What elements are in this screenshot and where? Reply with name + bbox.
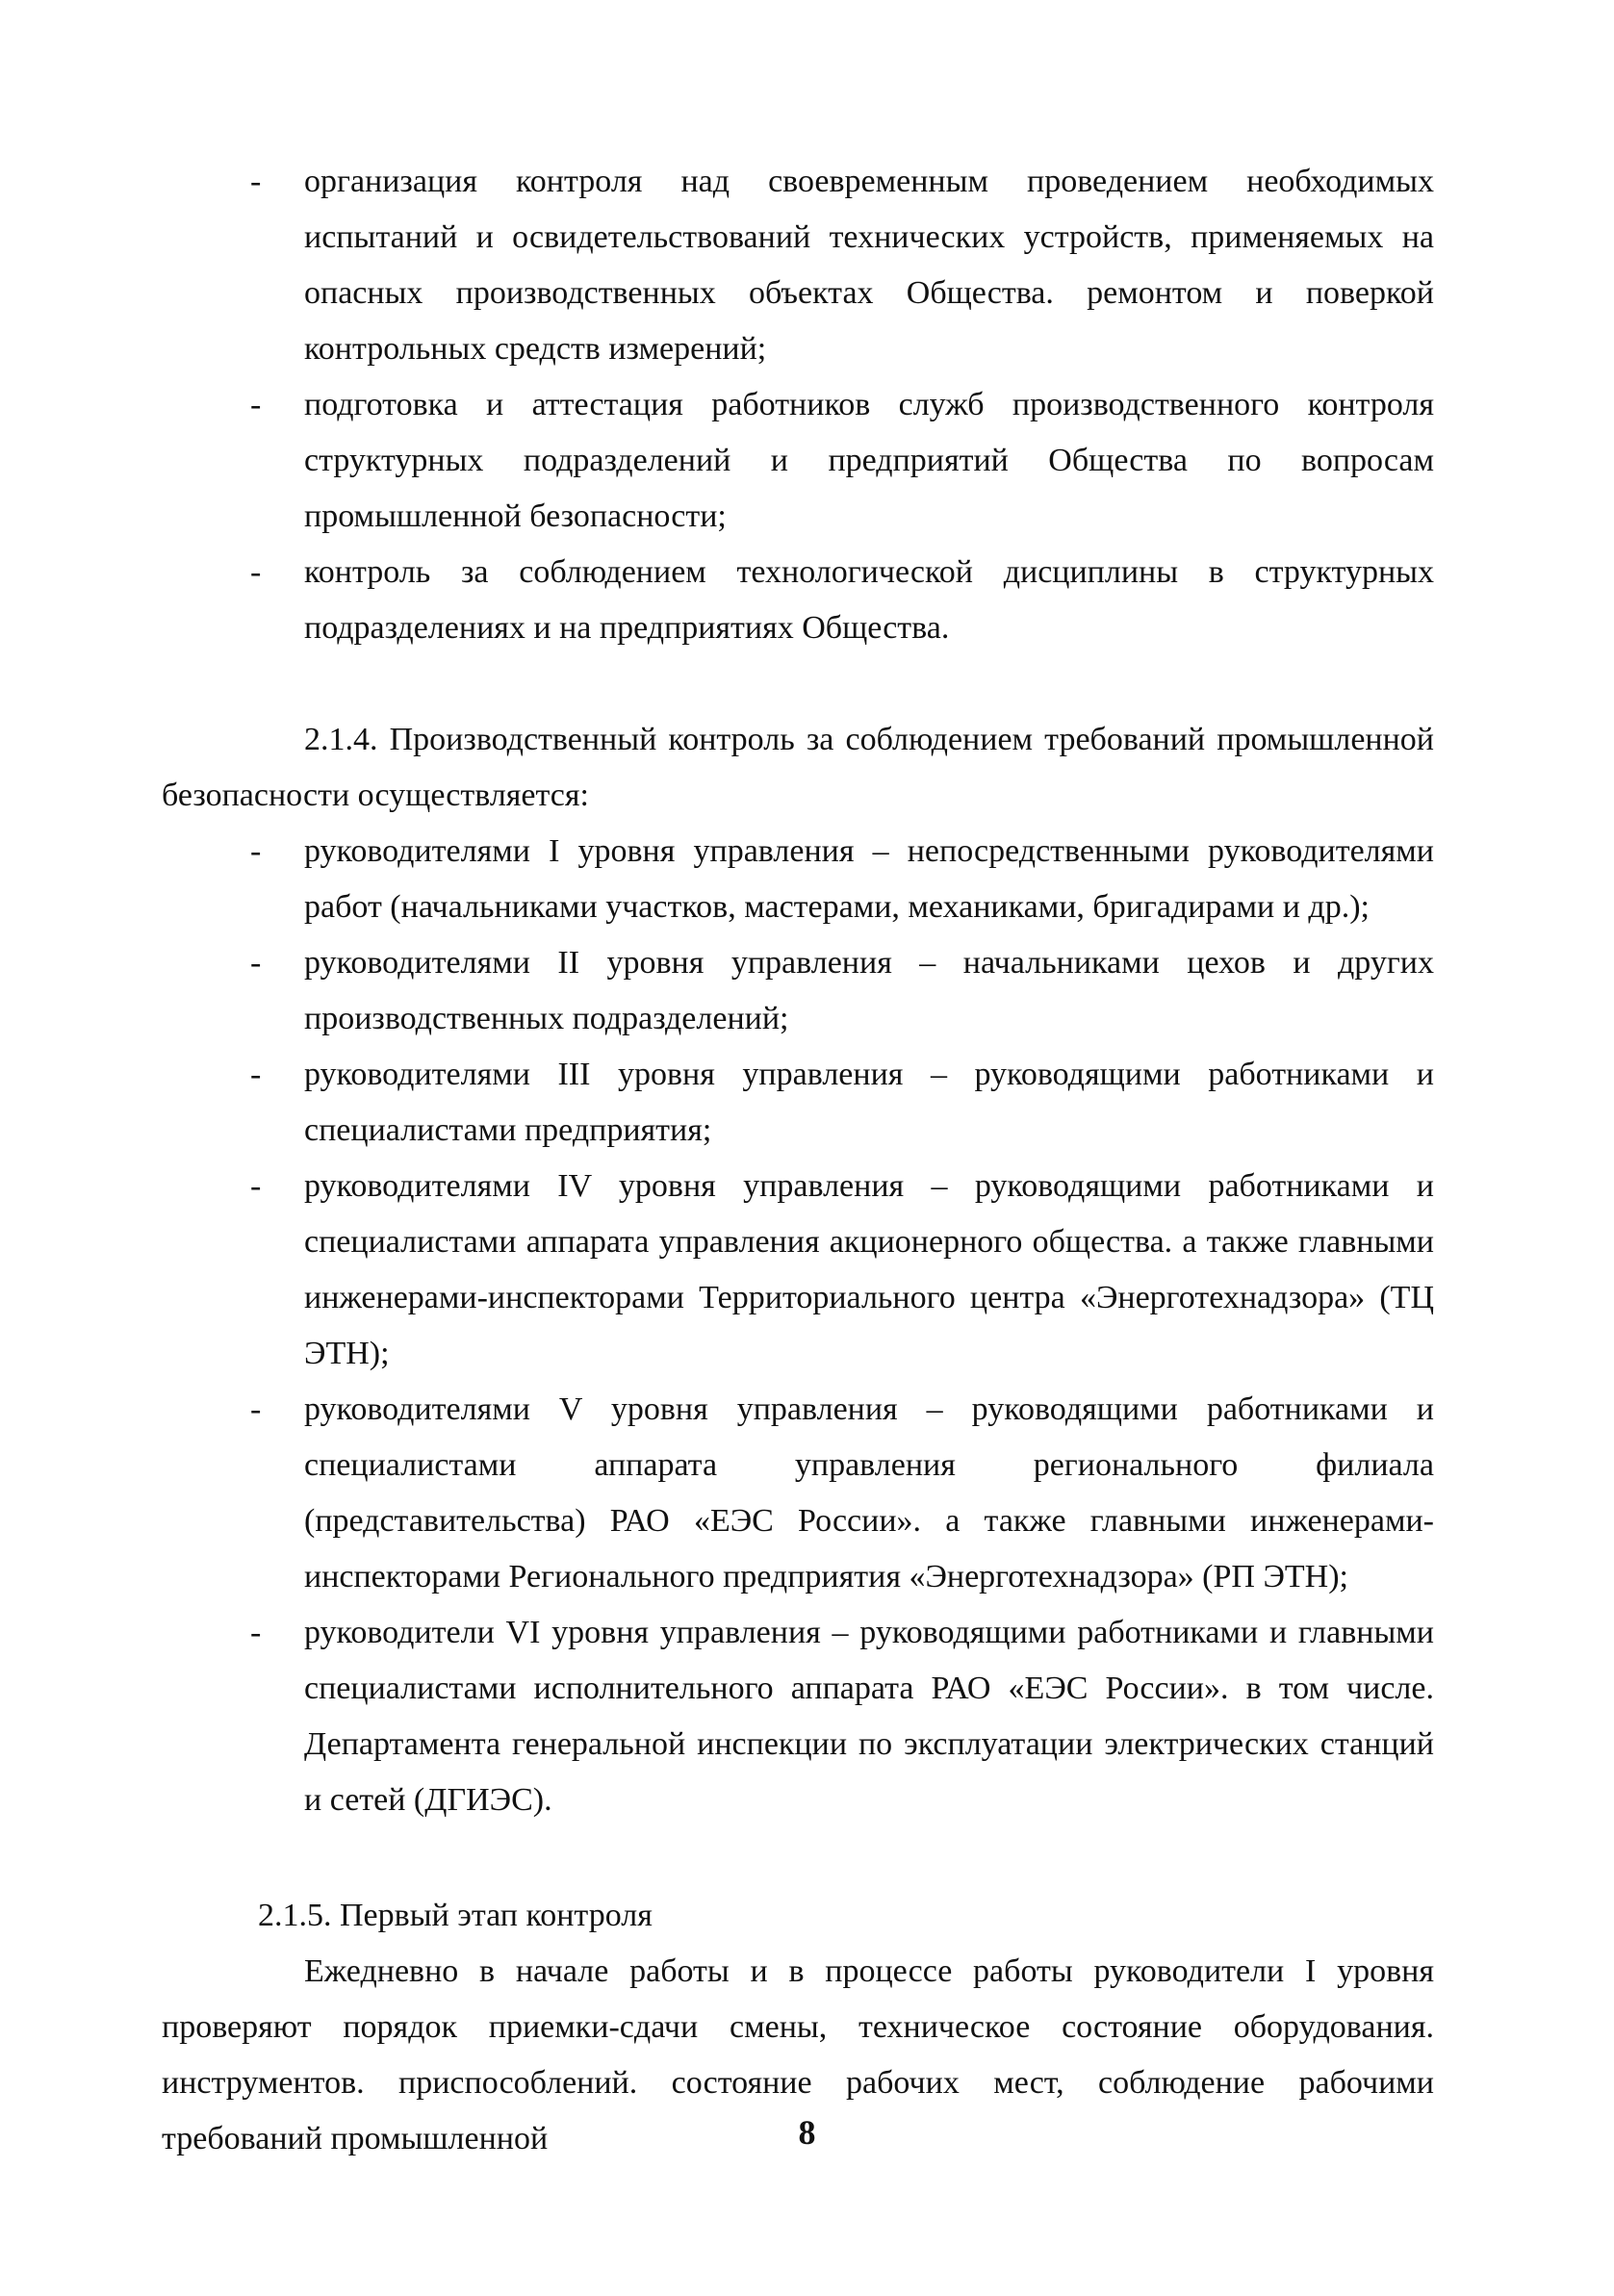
dash-bullet: - (250, 164, 262, 199)
dash-bullet: - (250, 1615, 262, 1650)
management-levels-list (162, 824, 1434, 1828)
section-2-1-4-intro: 2.1.4. Производственный контроль за соблюдением требований промышленной безопасности осуществляется: (162, 722, 1434, 813)
dash-bullet: - (250, 833, 262, 869)
list-item (162, 824, 1434, 935)
section-2-1-5-heading: 2.1.5. Первый этап контроля (258, 1898, 653, 1933)
dash-bullet: - (250, 1168, 262, 1204)
list-item-text: руководителями IV уровня управления – руководящими работниками и специалистами аппарата управления акционерного общества. а также главными инженерами-инспекторами Территориального центра «Энерготехнадзора» (ТЦ ЭТН); (304, 1168, 1434, 1371)
dash-bullet: - (250, 387, 262, 422)
list-item (162, 1047, 1434, 1159)
list-item-text: руководителями I уровня управления – непосредственными руководителями работ (начальниками участков, мастерами, механиками, бригадирами и др.); (304, 833, 1434, 925)
list-item (162, 1382, 1434, 1605)
list-item-text: организация контроля над своевременным проведением необходимых испытаний и освидетельствований технических устройств, применяемых на опасных производственных объектах Общества. ремонтом и поверкой контрольных средств измерений; (304, 164, 1434, 367)
list-item (162, 545, 1434, 656)
dash-bullet: - (250, 1057, 262, 1092)
list-item-text: руководители VI уровня управления – руководящими работниками и главными специалистами исполнительного аппарата РАО «ЕЭС России». в том числе. Департамента генеральной инспекции по эксплуатации электрических станций и сетей (ДГИЭС). (304, 1615, 1434, 1818)
list-item-text: руководителями III уровня управления – руководящими работниками и специалистами предприятия; (304, 1057, 1434, 1148)
list-item-text: руководителями V уровня управления – руководящими работниками и специалистами аппарата управления регионального филиала (представительства) РАО «ЕЭС России». а также главными инженерами-инспекторами Регионального предприятия «Энерготехнадзора» (РП ЭТН); (304, 1391, 1434, 1594)
duties-list (162, 154, 1434, 656)
list-item (162, 1159, 1434, 1382)
dash-bullet: - (250, 1391, 262, 1427)
spacer (162, 656, 1434, 712)
list-item-text: подготовка и аттестация работников служб производственного контроля структурных подразделений и предприятий Общества по вопросам промышленной безопасности; (304, 387, 1434, 534)
page-content (162, 154, 1434, 2167)
spacer (162, 1828, 1434, 1888)
dash-bullet: - (250, 945, 262, 981)
list-item (162, 935, 1434, 1047)
page-number: 8 (798, 2113, 816, 2152)
list-item (162, 1605, 1434, 1828)
list-item (162, 154, 1434, 377)
dash-bullet: - (250, 554, 262, 590)
list-item (162, 377, 1434, 545)
list-item-text: руководителями II уровня управления – начальниками цехов и других производственных подразделений; (304, 945, 1434, 1036)
list-item-text: контроль за соблюдением технологической дисциплины в структурных подразделениях и на предприятиях Общества. (304, 554, 1434, 646)
section-2-1-5-paragraph: Ежедневно в начале работы и в процессе работы руководители I уровня проверяют порядок приемки-сдачи смены, техническое состояние оборудования. инструментов. приспособлений. состояние рабочих мест, соблюдение рабочими требований промышленной (162, 1953, 1434, 2156)
